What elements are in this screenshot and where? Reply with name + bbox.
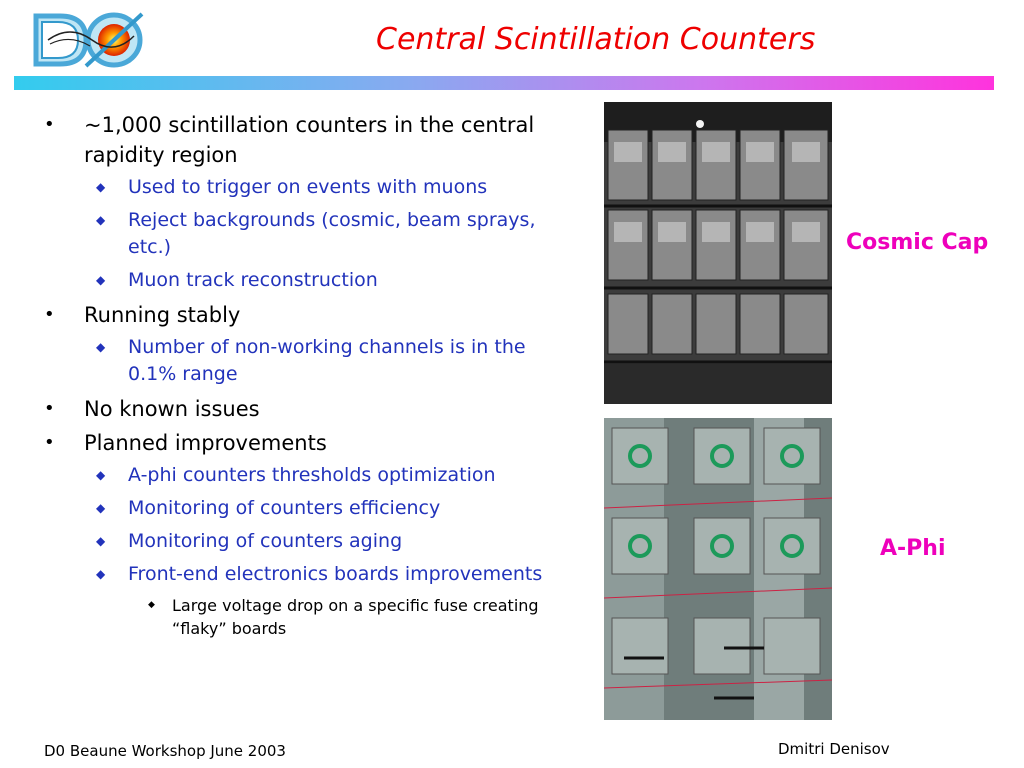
sub-bullet-item [44,561,554,588]
diamond-bullet-icon: ◆ [96,468,106,482]
sub-bullet-text: Number of non-working channels is in the 0.1% range [128,336,526,385]
bullet-item [44,394,554,424]
bullet-dot-icon: • [44,304,55,325]
bullet-text: No known issues [84,397,260,421]
sub-bullet-text: Monitoring of counters aging [128,530,403,552]
diamond-bullet-icon: ◆ [96,501,106,515]
sub-bullet-text: A-phi counters thresholds optimization [128,464,496,486]
sub-bullet-item [44,207,554,261]
sub-sub-bullet-text: Large voltage drop on a specific fuse creating “flaky” boards [172,596,539,638]
sub-bullet-item [44,462,554,489]
diamond-bullet-icon: ◆ [96,180,106,194]
sub-bullet-item [44,267,554,294]
slide-title: Central Scintillation Counters [376,22,816,57]
diamond-bullet-icon: ◆ [96,534,106,548]
sub-bullet-text: Reject backgrounds (cosmic, beam sprays, etc.) [128,209,536,258]
footer-event: D0 Beaune Workshop June 2003 [44,742,286,760]
a-phi-photo [604,418,832,720]
bullet-dot-icon: • [44,114,55,135]
title-divider [14,76,994,90]
bullet-item [44,428,554,458]
small-bullet-icon: ◆ [148,600,155,610]
diamond-bullet-icon: ◆ [96,567,106,581]
cosmic-cap-photo [604,102,832,404]
bullet-text: ~1,000 scintillation counters in the central rapidity region [84,113,535,167]
sub-bullet-item [44,528,554,555]
sub-bullet-text: Front-end electronics boards improvements [128,563,543,585]
diamond-bullet-icon: ◆ [96,213,106,227]
sub-sub-bullet-item [44,594,554,640]
bullet-list [44,110,554,640]
sub-bullet-text: Used to trigger on events with muons [128,176,488,198]
bullet-item [44,110,554,170]
bullet-item [44,300,554,330]
bullet-dot-icon: • [44,432,55,453]
diamond-bullet-icon: ◆ [96,273,106,287]
a-phi-label: A-Phi [880,536,946,561]
sub-bullet-item [44,174,554,201]
sub-bullet-text: Monitoring of counters efficiency [128,497,441,519]
footer-author: Dmitri Denisov [778,740,890,758]
sub-bullet-text: Muon track reconstruction [128,269,378,291]
d0-logo [30,10,146,70]
logo-text: DØ [32,68,34,69]
cosmic-cap-label: Cosmic Cap [846,230,989,255]
bullet-text: Planned improvements [84,431,327,455]
sub-bullet-item [44,495,554,522]
sub-bullet-item [44,334,554,388]
bullet-dot-icon: • [44,398,55,419]
bullet-text: Running stably [84,303,241,327]
diamond-bullet-icon: ◆ [96,340,106,354]
